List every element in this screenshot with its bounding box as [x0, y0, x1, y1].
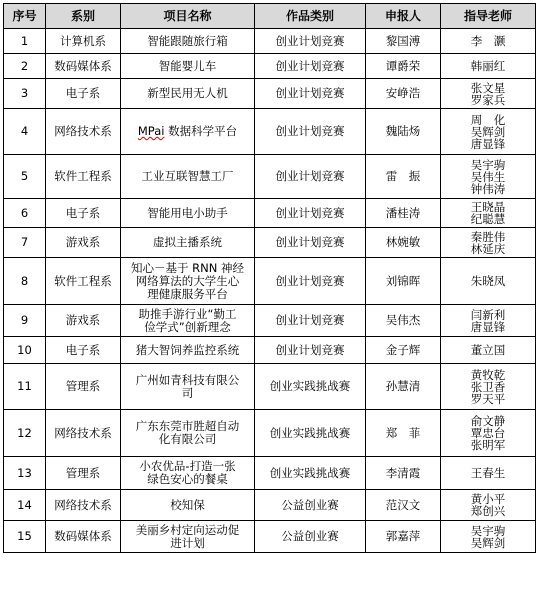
cell-teacher-line: 董立国 — [470, 343, 506, 357]
table-row — [4, 54, 536, 79]
cell-project-line: 俭学式”创新理念 — [144, 319, 231, 334]
cell-teacher — [441, 305, 536, 337]
cell-teacher-line: 郑创兴 — [470, 504, 506, 518]
cell-category: 创业计划竞赛 — [255, 228, 366, 258]
cell-applicant: 孙慧清 — [366, 364, 441, 410]
cell-applicant: 雷 振 — [366, 155, 441, 199]
cell-applicant: 潘桂涛 — [366, 199, 441, 228]
cell-applicant: 刘锦晖 — [366, 258, 441, 305]
cell-category: 创业计划竞赛 — [255, 337, 366, 364]
cell-no: 15 — [4, 521, 46, 553]
cell-dept: 软件工程系 — [46, 155, 121, 199]
cell-dept: 计算机系 — [46, 29, 121, 54]
table-row — [4, 305, 536, 337]
cell-project — [121, 521, 255, 553]
cell-category: 创业计划竞赛 — [255, 109, 366, 155]
cell-project-line: 智能跟随旅行箱 — [147, 33, 228, 48]
cell-no: 1 — [4, 29, 46, 54]
table-row — [4, 228, 536, 258]
cell-teacher — [441, 79, 536, 109]
cell-project-line: 虚拟主播系统 — [153, 235, 222, 249]
cell-project — [121, 337, 255, 364]
cell-teacher — [441, 228, 536, 258]
cell-teacher — [441, 410, 536, 457]
cell-no: 7 — [4, 228, 46, 258]
table-row — [4, 155, 536, 199]
table-body — [4, 29, 536, 553]
cell-project-line: 智能婴儿车 — [158, 58, 217, 73]
cell-project-line: 智能用电小助手 — [147, 205, 228, 220]
cell-project — [121, 54, 255, 79]
cell-category: 创业计划竞赛 — [255, 155, 366, 199]
cell-project — [121, 155, 255, 199]
table-row — [4, 29, 536, 54]
cell-teacher — [441, 155, 536, 199]
cell-applicant: 林婉敏 — [366, 228, 441, 258]
cell-project-line: 广州如青科技有限公 — [135, 372, 240, 387]
cell-dept: 网络技术系 — [46, 410, 121, 457]
cell-teacher — [441, 521, 536, 553]
cell-dept: 管理系 — [46, 457, 121, 490]
cell-teacher-line: 纪聪慧 — [470, 212, 506, 226]
cell-teacher-line: 吴辉剑 — [470, 124, 506, 139]
cell-no: 11 — [4, 364, 46, 410]
cell-teacher — [441, 258, 536, 305]
cell-no: 3 — [4, 79, 46, 109]
cell-project-line: 知心－基于 RNN 神经 — [130, 260, 244, 275]
cell-project — [121, 228, 255, 258]
cell-project-line: 绿色安心的餐桌 — [147, 472, 228, 486]
cell-teacher — [441, 199, 536, 228]
cell-applicant: 金子辉 — [366, 337, 441, 364]
cell-applicant: 黎国溥 — [366, 29, 441, 54]
cell-teacher-line: 黄牧乾 — [470, 367, 506, 382]
cell-teacher-line: 黄小平 — [470, 492, 506, 506]
table-row — [4, 199, 536, 228]
cell-teacher-line: 李 灏 — [470, 34, 506, 48]
cell-no: 6 — [4, 199, 46, 228]
cell-project — [121, 258, 255, 305]
cell-dept: 网络技术系 — [46, 490, 121, 521]
cell-no: 8 — [4, 258, 46, 305]
cell-teacher — [441, 337, 536, 364]
cell-project-line: 工业互联智慧工厂 — [141, 169, 234, 183]
cell-project-line: 小农优品-打造一张 — [139, 459, 236, 473]
cell-category: 公益创业赛 — [255, 521, 366, 553]
cell-dept: 网络技术系 — [46, 109, 121, 155]
cell-teacher — [441, 29, 536, 54]
header-dept: 系别 — [46, 4, 121, 29]
cell-category: 创业计划竞赛 — [255, 258, 366, 305]
cell-category: 创业计划竞赛 — [255, 305, 366, 337]
cell-project-line: 司 — [181, 385, 194, 400]
cell-project — [121, 410, 255, 457]
cell-category: 创业计划竞赛 — [255, 29, 366, 54]
cell-teacher-line: 罗天平 — [470, 391, 506, 406]
cell-dept: 管理系 — [46, 364, 121, 410]
cell-project-line: 猪大智饲养监控系统 — [135, 342, 240, 357]
award-table — [3, 3, 536, 553]
cell-no: 5 — [4, 155, 46, 199]
cell-project — [121, 490, 255, 521]
cell-category: 创业实践挑战赛 — [255, 410, 366, 457]
cell-project-line: 美丽乡村定向运动促 — [135, 522, 240, 537]
table-row — [4, 258, 536, 305]
table-row — [4, 364, 536, 410]
cell-teacher — [441, 457, 536, 490]
cell-category: 创业实践挑战赛 — [255, 457, 366, 490]
table-row — [4, 410, 536, 457]
cell-teacher-line: 张文星 — [470, 80, 506, 95]
cell-category: 公益创业赛 — [255, 490, 366, 521]
cell-teacher-line: 周 化 — [470, 112, 506, 127]
cell-applicant: 李清霞 — [366, 457, 441, 490]
cell-no: 9 — [4, 305, 46, 337]
table-row — [4, 490, 536, 521]
cell-project-line: 助推手游行业“勤工 — [138, 306, 237, 321]
cell-teacher-line: 朱晓凤 — [470, 274, 506, 288]
cell-project-line: 校知保 — [170, 497, 205, 512]
cell-category: 创业计划竞赛 — [255, 54, 366, 79]
cell-teacher-line: 闫新利 — [470, 307, 506, 322]
header-project: 项目名称 — [121, 4, 255, 29]
cell-dept: 电子系 — [46, 337, 121, 364]
cell-teacher — [441, 490, 536, 521]
cell-applicant: 魏陆炀 — [366, 109, 441, 155]
cell-dept: 电子系 — [46, 79, 121, 109]
header-row — [4, 4, 536, 29]
cell-project — [121, 457, 255, 490]
cell-teacher-line: 吴宇驹 — [470, 157, 506, 172]
cell-teacher-line: 秦胜伟 — [470, 229, 506, 244]
cell-project-line: 广东东莞市胜超自动 — [135, 419, 240, 433]
cell-dept: 游戏系 — [46, 228, 121, 258]
header-category: 作品类别 — [255, 4, 366, 29]
table-row — [4, 79, 536, 109]
cell-teacher-line: 吴辉剑 — [470, 535, 506, 550]
cell-teacher-line: 唐显锋 — [470, 319, 506, 334]
cell-teacher-line: 林延庆 — [470, 241, 506, 256]
cell-teacher-line: 钟伟涛 — [470, 181, 506, 196]
cell-project — [121, 305, 255, 337]
header-no: 序号 — [4, 4, 46, 29]
cell-no: 12 — [4, 410, 46, 457]
cell-applicant: 郭嘉萍 — [366, 521, 441, 553]
table-row — [4, 457, 536, 490]
cell-applicant: 谭爵荣 — [366, 54, 441, 79]
cell-project — [121, 29, 255, 54]
cell-teacher-line: 覃忠台 — [470, 426, 506, 440]
cell-project — [121, 109, 255, 155]
cell-category: 创业计划竞赛 — [255, 199, 366, 228]
cell-teacher-line: 吴伟生 — [470, 169, 506, 184]
cell-no: 14 — [4, 490, 46, 521]
cell-no: 13 — [4, 457, 46, 490]
cell-project-line: MPai 数据科学平台 — [137, 124, 238, 138]
cell-dept: 游戏系 — [46, 305, 121, 337]
cell-no: 10 — [4, 337, 46, 364]
cell-applicant: 安峥浩 — [366, 79, 441, 109]
cell-dept: 软件工程系 — [46, 258, 121, 305]
cell-project-line: 理健康服务平台 — [147, 286, 228, 301]
cell-project — [121, 79, 255, 109]
cell-teacher-line: 俞文静 — [470, 414, 506, 428]
header-teacher: 指导老师 — [441, 4, 536, 29]
cell-dept: 电子系 — [46, 199, 121, 228]
cell-project-line: 网络算法的大学生心 — [135, 273, 240, 288]
cell-teacher-line: 韩丽红 — [470, 59, 506, 73]
table-row — [4, 337, 536, 364]
cell-teacher — [441, 364, 536, 410]
cell-teacher-line: 吴宇驹 — [470, 523, 506, 538]
table-row — [4, 109, 536, 155]
cell-project — [121, 364, 255, 410]
cell-category: 创业实践挑战赛 — [255, 364, 366, 410]
cell-no: 2 — [4, 54, 46, 79]
cell-teacher — [441, 109, 536, 155]
cell-project-line: 进计划 — [170, 535, 205, 550]
table-row — [4, 521, 536, 553]
cell-project — [121, 199, 255, 228]
cell-no: 4 — [4, 109, 46, 155]
cell-project-line: 化有限公司 — [158, 432, 217, 446]
cell-applicant: 范汉文 — [366, 490, 441, 521]
cell-applicant: 吴伟杰 — [366, 305, 441, 337]
cell-applicant: 郑 菲 — [366, 410, 441, 457]
cell-category: 创业计划竞赛 — [255, 79, 366, 109]
cell-teacher — [441, 54, 536, 79]
cell-teacher-line: 张卫香 — [470, 379, 506, 394]
cell-teacher-line: 罗家兵 — [470, 92, 506, 107]
cell-teacher-line: 王晓晶 — [470, 200, 506, 214]
cell-project-line: 新型民用无人机 — [147, 86, 228, 100]
cell-teacher-line: 王春生 — [470, 466, 506, 480]
header-applicant: 申报人 — [366, 4, 441, 29]
cell-teacher-line: 张明军 — [470, 438, 506, 452]
cell-dept: 数码媒体系 — [46, 521, 121, 553]
cell-teacher-line: 唐显锋 — [470, 136, 506, 151]
cell-dept: 数码媒体系 — [46, 54, 121, 79]
